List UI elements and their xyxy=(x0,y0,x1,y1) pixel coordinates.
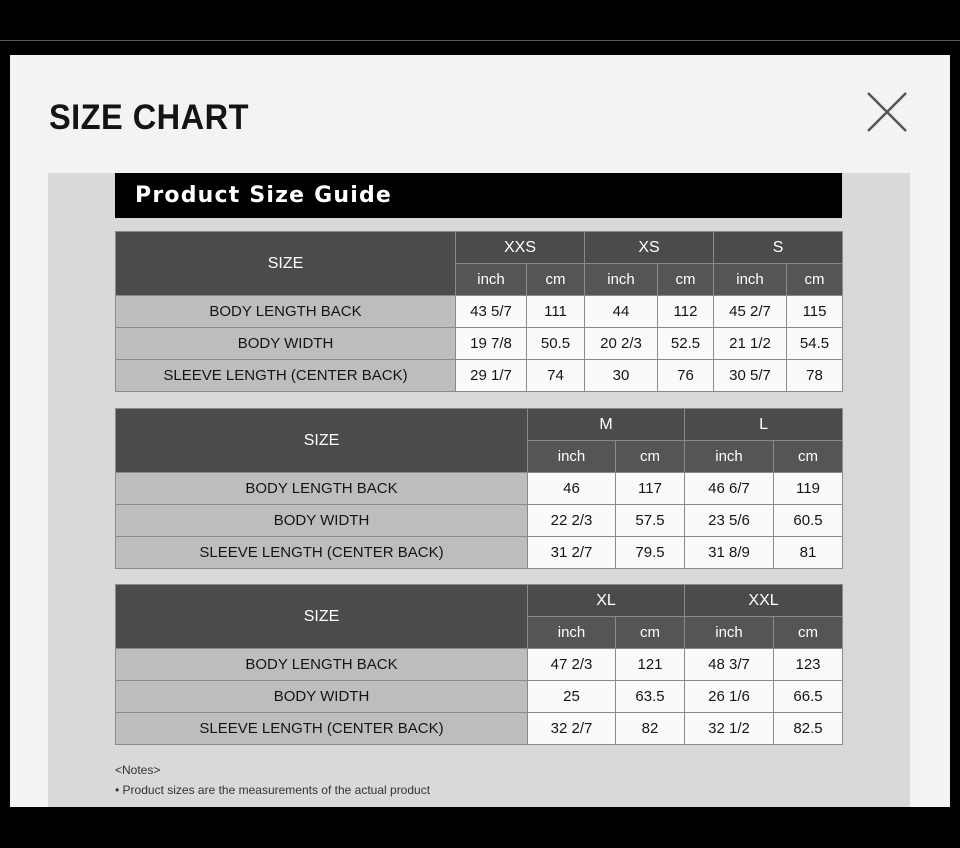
size-table-1 xyxy=(115,231,843,392)
size-table-2 xyxy=(115,408,843,569)
row-label: BODY WIDTH xyxy=(116,328,456,360)
value-cell: 43 5/7 xyxy=(456,296,527,328)
table-row xyxy=(116,328,843,360)
value-cell: 63.5 xyxy=(616,681,685,713)
row-label: BODY LENGTH BACK xyxy=(116,649,528,681)
value-cell: 123 xyxy=(774,649,843,681)
unit-cm: cm xyxy=(527,264,585,296)
value-cell: 54.5 xyxy=(787,328,843,360)
value-cell: 81 xyxy=(774,537,843,569)
value-cell: 78 xyxy=(787,360,843,392)
value-cell: 26 1/6 xyxy=(685,681,774,713)
guide-header: Product Size Guide xyxy=(115,173,842,218)
unit-cm: cm xyxy=(774,617,843,649)
value-cell: 45 2/7 xyxy=(714,296,787,328)
value-cell: 25 xyxy=(528,681,616,713)
value-cell: 119 xyxy=(774,473,843,505)
value-cell: 52.5 xyxy=(658,328,714,360)
value-cell: 47 2/3 xyxy=(528,649,616,681)
table-row xyxy=(116,649,843,681)
unit-inch: inch xyxy=(685,441,774,473)
table-row xyxy=(116,713,843,745)
value-cell: 32 1/2 xyxy=(685,713,774,745)
size-chart-modal xyxy=(10,55,950,807)
row-label: BODY WIDTH xyxy=(116,681,528,713)
value-cell: 48 3/7 xyxy=(685,649,774,681)
size-col-xs: XS xyxy=(585,232,714,264)
value-cell: 57.5 xyxy=(616,505,685,537)
size-col-xxl: XXL xyxy=(685,585,843,617)
unit-cm: cm xyxy=(787,264,843,296)
row-label: BODY WIDTH xyxy=(116,505,528,537)
notes-item-text: Product sizes are the measurements of the actual product xyxy=(122,783,431,797)
table-row xyxy=(116,681,843,713)
modal-title: SIZE CHART xyxy=(49,98,249,137)
row-label: SLEEVE LENGTH (CENTER BACK) xyxy=(116,537,528,569)
value-cell: 22 2/3 xyxy=(528,505,616,537)
value-cell: 29 1/7 xyxy=(456,360,527,392)
unit-inch: inch xyxy=(456,264,527,296)
bullet: • xyxy=(115,783,123,797)
close-icon xyxy=(863,88,911,136)
size-col-xl: XL xyxy=(528,585,685,617)
value-cell: 115 xyxy=(787,296,843,328)
unit-cm: cm xyxy=(616,617,685,649)
value-cell: 31 8/9 xyxy=(685,537,774,569)
value-cell: 112 xyxy=(658,296,714,328)
top-divider xyxy=(0,40,960,41)
value-cell: 21 1/2 xyxy=(714,328,787,360)
size-header: SIZE xyxy=(116,232,456,296)
size-col-l: L xyxy=(685,409,843,441)
row-label: BODY LENGTH BACK xyxy=(116,473,528,505)
value-cell: 20 2/3 xyxy=(585,328,658,360)
unit-inch: inch xyxy=(714,264,787,296)
value-cell: 31 2/7 xyxy=(528,537,616,569)
value-cell: 46 xyxy=(528,473,616,505)
row-label: SLEEVE LENGTH (CENTER BACK) xyxy=(116,360,456,392)
size-header: SIZE xyxy=(116,585,528,649)
value-cell: 23 5/6 xyxy=(685,505,774,537)
bottom-strip xyxy=(0,807,960,848)
size-table-3 xyxy=(115,584,843,745)
row-label: BODY LENGTH BACK xyxy=(116,296,456,328)
unit-inch: inch xyxy=(528,617,616,649)
value-cell: 50.5 xyxy=(527,328,585,360)
notes xyxy=(115,763,430,803)
table-row xyxy=(116,473,843,505)
value-cell: 30 5/7 xyxy=(714,360,787,392)
size-header: SIZE xyxy=(116,409,528,473)
value-cell: 44 xyxy=(585,296,658,328)
value-cell: 74 xyxy=(527,360,585,392)
value-cell: 32 2/7 xyxy=(528,713,616,745)
unit-inch: inch xyxy=(585,264,658,296)
value-cell: 30 xyxy=(585,360,658,392)
value-cell: 82.5 xyxy=(774,713,843,745)
value-cell: 82 xyxy=(616,713,685,745)
value-cell: 111 xyxy=(527,296,585,328)
notes-item xyxy=(115,783,430,797)
table-row xyxy=(116,505,843,537)
close-button[interactable] xyxy=(863,88,911,136)
unit-cm: cm xyxy=(774,441,843,473)
value-cell: 117 xyxy=(616,473,685,505)
size-col-s: S xyxy=(714,232,843,264)
value-cell: 66.5 xyxy=(774,681,843,713)
unit-cm: cm xyxy=(658,264,714,296)
unit-cm: cm xyxy=(616,441,685,473)
value-cell: 121 xyxy=(616,649,685,681)
size-col-m: M xyxy=(528,409,685,441)
size-guide-panel xyxy=(48,173,910,807)
unit-inch: inch xyxy=(685,617,774,649)
notes-heading: <Notes> xyxy=(115,763,161,777)
table-row xyxy=(116,537,843,569)
size-col-xxs: XXS xyxy=(456,232,585,264)
unit-inch: inch xyxy=(528,441,616,473)
value-cell: 76 xyxy=(658,360,714,392)
value-cell: 79.5 xyxy=(616,537,685,569)
table-row xyxy=(116,360,843,392)
value-cell: 19 7/8 xyxy=(456,328,527,360)
table-row xyxy=(116,296,843,328)
value-cell: 46 6/7 xyxy=(685,473,774,505)
value-cell: 60.5 xyxy=(774,505,843,537)
row-label: SLEEVE LENGTH (CENTER BACK) xyxy=(116,713,528,745)
